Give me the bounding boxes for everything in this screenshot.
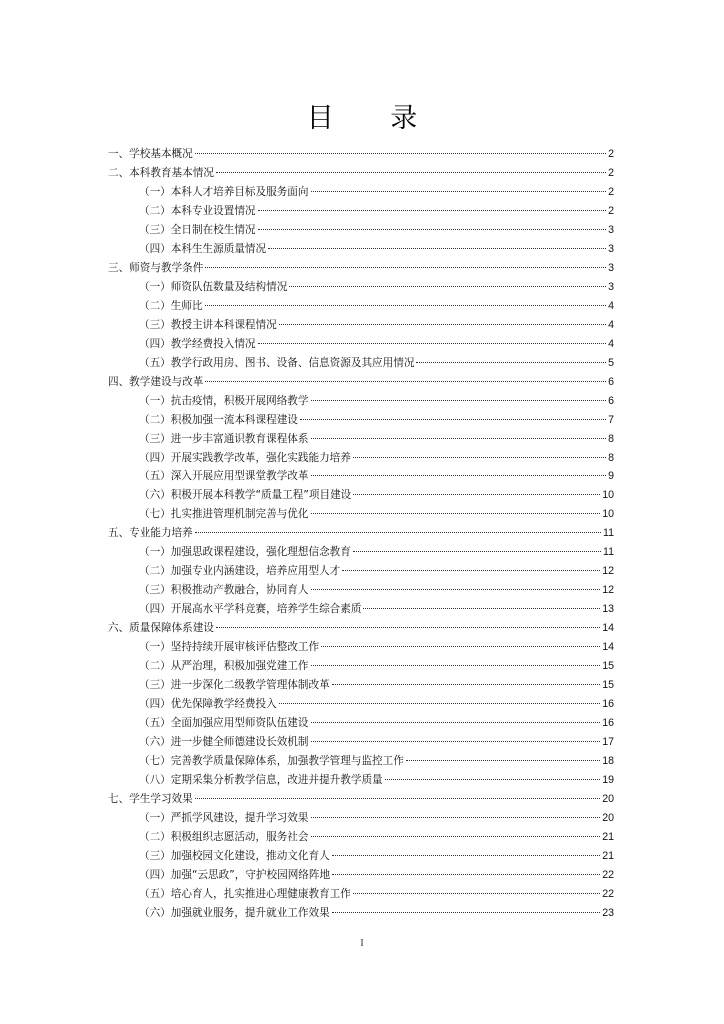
toc-entry-title: 七、学生学习效果 <box>108 792 193 805</box>
toc-subsection-entry[interactable] <box>108 581 614 600</box>
toc-dot-leader <box>332 912 601 913</box>
toc-entry-title: （二）从严治理，积极加强党建工作 <box>139 660 309 673</box>
toc-subsection-entry[interactable] <box>108 809 614 828</box>
toc-page-number: 12 <box>602 565 614 578</box>
toc-dot-leader <box>300 419 606 420</box>
toc-page-number: 15 <box>602 660 614 673</box>
toc-dot-leader <box>311 741 601 742</box>
toc-entry-title: 六、质量保障体系建设 <box>108 622 214 635</box>
toc-page-number: 8 <box>608 451 614 464</box>
toc-entry-title: （三）教授主讲本科课程情况 <box>139 318 277 331</box>
toc-page-number: 10 <box>602 508 614 521</box>
toc-entry-title: 四、教学建设与改革 <box>108 375 204 388</box>
toc-page-number: 6 <box>608 375 614 388</box>
toc-entry-title: （四）优先保障教学经费投入 <box>139 698 277 711</box>
toc-entry-title: （六）积极开展本科教学“质量工程”项目建设 <box>139 489 352 502</box>
toc-page-number: 12 <box>602 584 614 597</box>
toc-dot-leader <box>195 532 601 533</box>
toc-page-number: 2 <box>608 204 614 217</box>
toc-dot-leader <box>353 893 600 894</box>
toc-page-number: 21 <box>602 849 614 862</box>
toc-page-number: 13 <box>602 603 614 616</box>
toc-entry-title: （三）全日制在校生情况 <box>139 223 256 236</box>
toc-entry-title: （七）完善教学质量保障体系，加强教学管理与监控工作 <box>139 755 404 767</box>
toc-page-number: 9 <box>608 470 614 483</box>
toc-page-number: 14 <box>602 641 614 654</box>
toc-dot-leader <box>385 779 601 780</box>
toc-entry-title: （三）进一步深化二级教学管理体制改革 <box>139 679 330 692</box>
toc-page-number: 4 <box>608 337 614 350</box>
toc-subsection-entry[interactable] <box>108 543 614 562</box>
toc-dot-leader <box>279 324 606 325</box>
toc-page-number: 3 <box>608 280 614 293</box>
toc-subsection-entry[interactable] <box>108 828 614 847</box>
toc-subsection-entry[interactable] <box>108 676 614 695</box>
toc-subsection-entry[interactable] <box>108 392 614 411</box>
toc-subsection-entry[interactable] <box>108 467 614 486</box>
toc-entry-title: （四）开展实践教学改革，强化实践能力培养 <box>139 451 351 464</box>
toc-dot-leader <box>332 855 601 856</box>
toc-subsection-entry[interactable] <box>108 866 614 885</box>
toc-entry-title: 三、师资与教学条件 <box>108 261 204 274</box>
toc-entry-title: （六）进一步健全师德建设长效机制 <box>139 736 309 749</box>
toc-dot-leader <box>258 343 607 344</box>
toc-page-number: 2 <box>608 166 614 179</box>
toc-dot-leader <box>332 874 600 875</box>
toc-entry-title: （四）开展高水平学科竞赛，培养学生综合素质 <box>139 603 362 616</box>
toc-entry-title: （三）加强校园文化建设，推动文化育人 <box>139 849 330 862</box>
table-of-contents <box>108 145 614 923</box>
toc-entry-title: （一）加强思政课程建设，强化理想信念教育 <box>139 546 351 559</box>
toc-entry-title: （一）本科人才培养目标及服务面向 <box>139 185 309 198</box>
toc-subsection-entry[interactable] <box>108 714 614 733</box>
toc-entry-title: （二）加强专业内涵建设，培养应用型人才 <box>139 565 341 578</box>
toc-page-number: 20 <box>602 811 614 824</box>
toc-entry-title: （二）积极加强一流本科课程建设 <box>139 413 298 426</box>
toc-dot-leader <box>195 153 606 154</box>
toc-entry-title: 二、本科教育基本情况 <box>108 166 214 179</box>
toc-dot-leader <box>332 684 601 685</box>
toc-entry-title: （六）加强就业服务，提升就业工作效果 <box>139 906 330 919</box>
toc-page-number: 18 <box>602 755 614 767</box>
toc-page-number: 17 <box>602 736 614 749</box>
toc-page-number: 20 <box>602 792 614 805</box>
toc-subsection-entry[interactable] <box>108 695 614 714</box>
toc-subsection-entry[interactable] <box>108 316 614 335</box>
toc-dot-leader <box>363 608 600 609</box>
toc-dot-leader <box>353 494 600 495</box>
toc-entry-title: （五）教学行政用房、图书、设备、信息资源及其应用情况 <box>139 356 415 369</box>
toc-entry-title: （四）教学经费投入情况 <box>139 337 256 350</box>
toc-dot-leader <box>311 665 601 666</box>
toc-subsection-entry[interactable] <box>108 335 614 354</box>
toc-dot-leader <box>311 475 607 476</box>
toc-subsection-entry[interactable] <box>108 657 614 676</box>
toc-dot-leader <box>311 722 601 723</box>
toc-page-number: 11 <box>603 527 614 540</box>
toc-page-number: 7 <box>608 413 614 426</box>
toc-entry-title: （三）进一步丰富通识教育课程体系 <box>139 432 309 445</box>
toc-page-number: 4 <box>608 318 614 331</box>
toc-subsection-entry[interactable] <box>108 562 614 581</box>
toc-dot-leader <box>205 305 607 306</box>
toc-subsection-entry[interactable] <box>108 904 614 923</box>
toc-entry-title: （五）培心育人，扎实推进心理健康教育工作 <box>139 887 351 900</box>
toc-page-number: 8 <box>608 432 614 445</box>
toc-page-number: 3 <box>608 261 614 274</box>
toc-dot-leader <box>416 362 606 363</box>
toc-entry-title: （二）积极组织志愿活动，服务社会 <box>139 830 309 843</box>
toc-dot-leader <box>195 798 600 799</box>
toc-entry-title: （一）抗击疫情，积极开展网络教学 <box>139 394 309 407</box>
toc-dot-leader <box>353 457 606 458</box>
toc-entry-title: （五）深入开展应用型课堂教学改革 <box>139 470 309 483</box>
footer-page-number: I <box>360 938 364 949</box>
toc-subsection-entry[interactable] <box>108 297 614 316</box>
toc-entry-title: （五）全面加强应用型师资队伍建设 <box>139 717 309 730</box>
toc-dot-leader <box>311 438 607 439</box>
toc-dot-leader <box>268 248 606 249</box>
toc-entry-title: 一、学校基本概况 <box>108 148 193 160</box>
toc-subsection-entry[interactable] <box>108 885 614 904</box>
toc-section-entry[interactable] <box>108 164 614 183</box>
toc-dot-leader <box>311 400 607 401</box>
toc-page-number: 3 <box>608 223 614 236</box>
toc-subsection-entry[interactable] <box>108 733 614 752</box>
toc-page-number: 22 <box>602 887 614 900</box>
toc-subsection-entry[interactable] <box>108 240 614 259</box>
toc-subsection-entry[interactable] <box>108 486 614 505</box>
toc-section-entry[interactable] <box>108 145 614 164</box>
toc-section-entry[interactable] <box>108 790 614 809</box>
toc-dot-leader <box>342 570 600 571</box>
toc-section-entry[interactable] <box>108 524 614 543</box>
toc-dot-leader <box>311 589 601 590</box>
toc-page-number: 21 <box>602 830 614 843</box>
toc-page-number: 14 <box>602 622 614 635</box>
toc-page-number: 6 <box>608 394 614 407</box>
toc-entry-title: （七）扎实推进管理机制完善与优化 <box>139 508 309 521</box>
toc-dot-leader <box>321 646 600 647</box>
toc-page-number: 2 <box>608 185 614 198</box>
toc-subsection-entry[interactable] <box>108 278 614 297</box>
toc-section-entry[interactable] <box>108 259 614 278</box>
toc-entry-title: 五、专业能力培养 <box>108 527 193 540</box>
toc-entry-title: （八）定期采集分析教学信息，改进并提升教学质量 <box>139 773 383 786</box>
toc-subsection-entry[interactable] <box>108 771 614 790</box>
toc-dot-leader <box>311 513 601 514</box>
toc-dot-leader <box>406 760 600 761</box>
toc-subsection-entry[interactable] <box>108 221 614 240</box>
toc-entry-title: （一）严抓学风建设，提升学习效果 <box>139 811 309 824</box>
toc-dot-leader <box>258 229 607 230</box>
toc-page-number: 23 <box>602 906 614 919</box>
toc-page-number: 19 <box>602 773 614 786</box>
toc-page-number: 11 <box>603 546 614 559</box>
toc-page-number: 16 <box>602 698 614 711</box>
toc-entry-title: （二）生师比 <box>139 299 203 312</box>
toc-page-number: 5 <box>608 356 614 369</box>
toc-dot-leader <box>289 286 606 287</box>
toc-subsection-entry[interactable] <box>108 638 614 657</box>
toc-subsection-entry[interactable] <box>108 430 614 449</box>
toc-dot-leader <box>311 836 601 837</box>
toc-subsection-entry[interactable] <box>108 449 614 468</box>
toc-subsection-entry[interactable] <box>108 411 614 430</box>
toc-subsection-entry[interactable] <box>108 183 614 202</box>
toc-section-entry[interactable] <box>108 373 614 392</box>
toc-subsection-entry[interactable] <box>108 600 614 619</box>
toc-entry-title: （一）坚持持续开展审核评估整改工作 <box>139 641 320 654</box>
toc-entry-title: （四）加强“云思政”，守护校园网络阵地 <box>139 868 331 881</box>
toc-dot-leader <box>279 703 600 704</box>
page-title: 目 录 <box>306 103 442 134</box>
toc-dot-leader <box>216 172 606 173</box>
toc-page-number: 22 <box>602 868 614 881</box>
toc-page-number: 16 <box>602 717 614 730</box>
toc-subsection-entry[interactable] <box>108 752 614 771</box>
toc-subsection-entry[interactable] <box>108 505 614 524</box>
toc-page-number: 15 <box>602 679 614 692</box>
toc-entry-title: （四）本科生生源质量情况 <box>139 242 267 255</box>
toc-section-entry[interactable] <box>108 619 614 638</box>
toc-entry-title: （二）本科专业设置情况 <box>139 204 256 217</box>
toc-entry-title: （一）师资队伍数量及结构情况 <box>139 280 288 293</box>
toc-subsection-entry[interactable] <box>108 354 614 373</box>
toc-dot-leader <box>353 551 601 552</box>
toc-page-number: 3 <box>608 242 614 255</box>
toc-page-number: 10 <box>602 489 614 502</box>
toc-dot-leader <box>216 627 600 628</box>
toc-dot-leader <box>205 381 606 382</box>
toc-dot-leader <box>311 191 607 192</box>
toc-dot-leader <box>205 267 606 268</box>
toc-dot-leader <box>311 817 601 818</box>
toc-page-number: 2 <box>608 148 614 160</box>
toc-subsection-entry[interactable] <box>108 847 614 866</box>
toc-entry-title: （三）积极推动产教融合，协同育人 <box>139 584 309 597</box>
toc-dot-leader <box>258 210 607 211</box>
toc-page-number: 4 <box>608 299 614 312</box>
toc-subsection-entry[interactable] <box>108 202 614 221</box>
